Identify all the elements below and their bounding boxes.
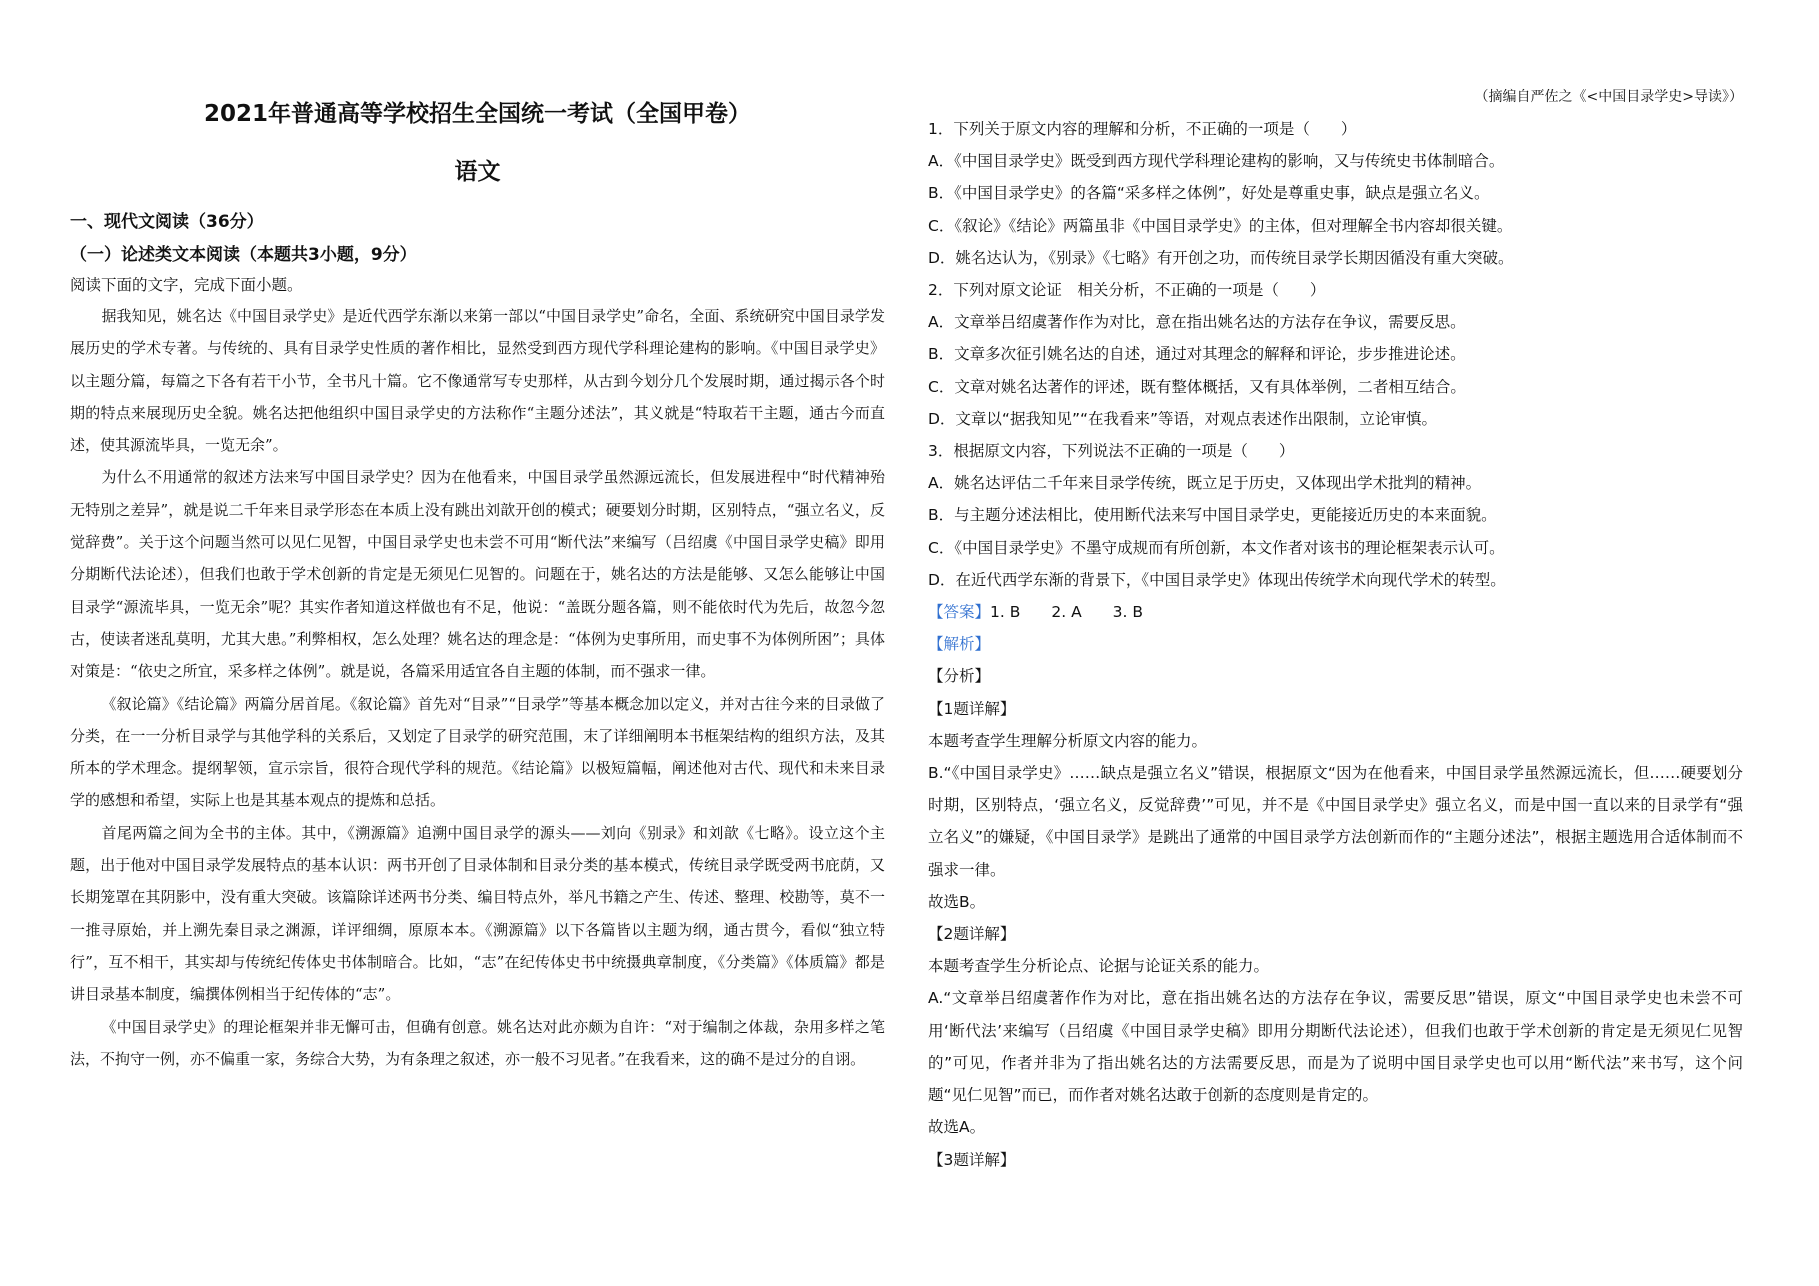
option-line: B．文章多次征引姚名达的自述，通过对其理念的解释和评论，步步推进论述。 [928, 345, 1466, 364]
subject-title: 语文 [454, 159, 501, 185]
exam-title: 2021年普通高等学校招生全国统一考试（全国甲卷） [203, 101, 751, 127]
explain-line: 本题考查学生理解分析原文内容的能力。 [928, 731, 1208, 750]
reading-instruction: 阅读下面的文字，完成下面小题。 [70, 276, 303, 294]
option-line: B．与主题分述法相比，使用断代法来写中国目录学史，更能接近历史的本来面貌。 [928, 506, 1497, 525]
option-line: D．姚名达认为，《别录》《七略》有开创之功，而传统目录学长期因循没有重大突破。 [928, 248, 1514, 267]
explain-line: 【1题详解】 [928, 699, 1016, 718]
reading-passage [70, 300, 885, 1075]
option-line: C．《中国目录学史》不墨守成规而有所创新，本文作者对该书的理论框架表示认可。 [928, 538, 1505, 557]
option-line: C．《叙论》《结论》两篇虽非《中国目录学史》的主体，但对理解全书内容却很关键。 [928, 216, 1513, 235]
option-line: D．在近代西学东渐的背景下，《中国目录学史》体现出传统学术向现代学术的转型。 [928, 570, 1506, 589]
questions-and-answers [928, 113, 1743, 1176]
explain-line: 【2题详解】 [928, 925, 1016, 944]
answer-line [928, 596, 1743, 628]
sub-section-heading: （一）论述类文本阅读（本题共3小题，9分） [70, 245, 417, 265]
option-line: D．文章以“据我知见”“在我看来”等语，对观点表述作出限制，立论审慎。 [928, 409, 1438, 428]
question-line: 2．下列对原文论证 相关分析，不正确的一项是（ ） [928, 281, 1326, 300]
explain-paragraph: A.“文章举吕绍虞著作作为对比，意在指出姚名达的方法存在争议，需要反思”错误，原文“中国目录学史也未尝不可用‘断代法’来编写（吕绍虞《中国目录学史稿》即用分期断代法论述），但我们也敢于学术创新的肯定是无须见仁见智的”可见，作者并非为了指出姚名达的方法需要反思，而是为了说明中国目录学史也可以用“断代法”来书写，这个问题“见仁见智”而已，而作者对姚名达敢于创新的态度则是肯定的。 [928, 989, 1743, 1105]
passage-paragraph: 《中国目录学史》的理论框架并非无懈可击，但确有创意。姚名达对此亦颇为自许：“对于编制之体裁，杂用多样之笔法，不拘守一例，亦不偏重一家，务综合大势，为有条理之叙述，亦一般不习见者。”在我看来，这的确不是过分的自诩。 [70, 1017, 885, 1068]
explain-line: 本题考查学生分析论点、论据与论证关系的能力。 [928, 957, 1270, 976]
explain-line: 【分析】 [928, 667, 991, 686]
option-line: C．文章对姚名达著作的评述，既有整体概括，又有具体举例，二者相互结合。 [928, 377, 1466, 396]
explain-line: 故选B。 [928, 892, 986, 911]
question-line: 1．下列关于原文内容的理解和分析，不正确的一项是（ ） [928, 120, 1357, 138]
passage-paragraph: 据我知见，姚名达《中国目录学史》是近代西学东渐以来第一部以“中国目录学史”命名，全面、系统研究中国目录学发展历史的学术专著。与传统的、具有目录学史性质的著作相比，显然受到西方现代学科理论建构的影响。《中国目录学史》以主题分篇，每篇之下各有若干小节，全书凡十篇。它不像通常写专史那样，从古到今划分几个发展时期，通过揭示各个时期的特点来展现历史全貌。姚名达把他组织中国目录学史的方法称作“主题分述法”，其义就是“特取若干主题，通古今而直述，使其源流毕具，一览无余”。 [70, 307, 885, 455]
passage-paragraph: 《叙论篇》《结论篇》两篇分居首尾。《叙论篇》首先对“目录”“目录学”等基本概念加以定义，并对古往今来的目录做了分类，在一一分析目录学与其他学科的关系后，又划定了目录学的研究范围，末了详细阐明本书框架结构的组织方法，及其所本的学术理念。提纲挈领，宣示宗旨，很符合现代学科的规范。《结论篇》以极短篇幅，阐述他对古代、现代和未来目录学的感想和希望，实际上也是其基本观点的提炼和总括。 [70, 694, 885, 810]
section-heading: 一、现代文阅读（36分） [70, 212, 264, 232]
passage-paragraph: 首尾两篇之间为全书的主体。其中，《溯源篇》追溯中国目录学的源头——刘向《别录》和刘歆《七略》。设立这个主题，出于他对中国目录学发展特点的基本认识：两书开创了目录体制和目录分类的基本模式，传统目录学既受两书庇荫，又长期笼罩在其阴影中，没有重大突破。该篇除详述两书分类、编目特点外，举凡书籍之产生、传述、整理、校勘等，莫不一一推寻原始，并上溯先秦目录之渊源，详评细绸，原原本本。《溯源篇》以下各篇皆以主题为纲，通古贯今，看似“独立特行”，互不相干，其实却与传统纪传体史书体制暗合。比如，“志”在纪传体史书中统摄典章制度，《分类篇》《体质篇》都是讲目录基本制度，编撰体例相当于纪传体的“志”。 [70, 823, 885, 1004]
question-line: 3．根据原文内容，下列说法不正确的一项是（ ） [928, 442, 1295, 461]
option-line: B．《中国目录学史》的各篇“采多样之体例”，好处是尊重史事，缺点是强立名义。 [928, 184, 1490, 203]
option-line: A．姚名达评估二千年来目录学传统，既立足于历史，又体现出学术批判的精神。 [928, 474, 1482, 493]
source-citation: （摘编自严佐之《<中国目录学史>导读》） [1474, 89, 1743, 105]
option-line: A．《中国目录学史》既受到西方现代学科理论建构的影响，又与传统史书体制暗合。 [928, 152, 1505, 171]
explain-paragraph: B.“《中国目录学史》……缺点是强立名义”错误，根据原文“因为在他看来，中国目录学虽然源远流长，但……硬要划分时期，区别特点，‘强立名义，反觉辞费’”可见，并不是《中国目录学史》强立名义，而是中国一直以来的目录学有“强立名义”的嫌疑，《中国目录学》是跳出了通常的中国目录学方法创新而作的“主题分述法”，根据主题选用合适体制而不强求一律。 [928, 764, 1743, 879]
answer-tag: 【答案】 [928, 603, 991, 622]
analysis-tag: 【解析】 [928, 635, 991, 654]
option-line: A．文章举吕绍虞著作作为对比，意在指出姚名达的方法存在争议，需要反思。 [928, 313, 1466, 332]
passage-paragraph: 为什么不用通常的叙述方法来写中国目录学史？因为在他看来，中国目录学虽然源远流长，但发展进程中“时代精神殆无特別之差异”，就是说二千年来目录学形态在本质上没有跳出刘歆开创的模式；硬要划分时期，区别特点，“强立名义，反觉辞费”。关于这个问题当然可以见仁见智，中国目录学史也未尝不可用“断代法”来编写（吕绍虞《中国目录学史稿》即用分期断代法论述），但我们也敢于学术创新的肯定是无须见仁见智的。问题在于，姚名达的方法是能够、又怎么能够让中国目录学“源流毕具，一览无余”呢？其实作者知道这样做也有不足，他说：“盖既分题各篇，则不能依时代为先后，故忽今忽古，使读者迷乱莫明，尤其大患。”利弊相权，怎么处理？姚名达的理念是：“体例为史事所用，而史事不为体例所困”；具体对策是：“依史之所宜，采多样之体例”。就是说，各篇采用适宜各自主题的体制，而不强求一律。 [70, 468, 885, 681]
explain-line: 故选A。 [928, 1118, 986, 1137]
answer-text: 1. B 2. A 3. B [990, 603, 1144, 622]
explain-line: 【3题详解】 [928, 1150, 1016, 1169]
